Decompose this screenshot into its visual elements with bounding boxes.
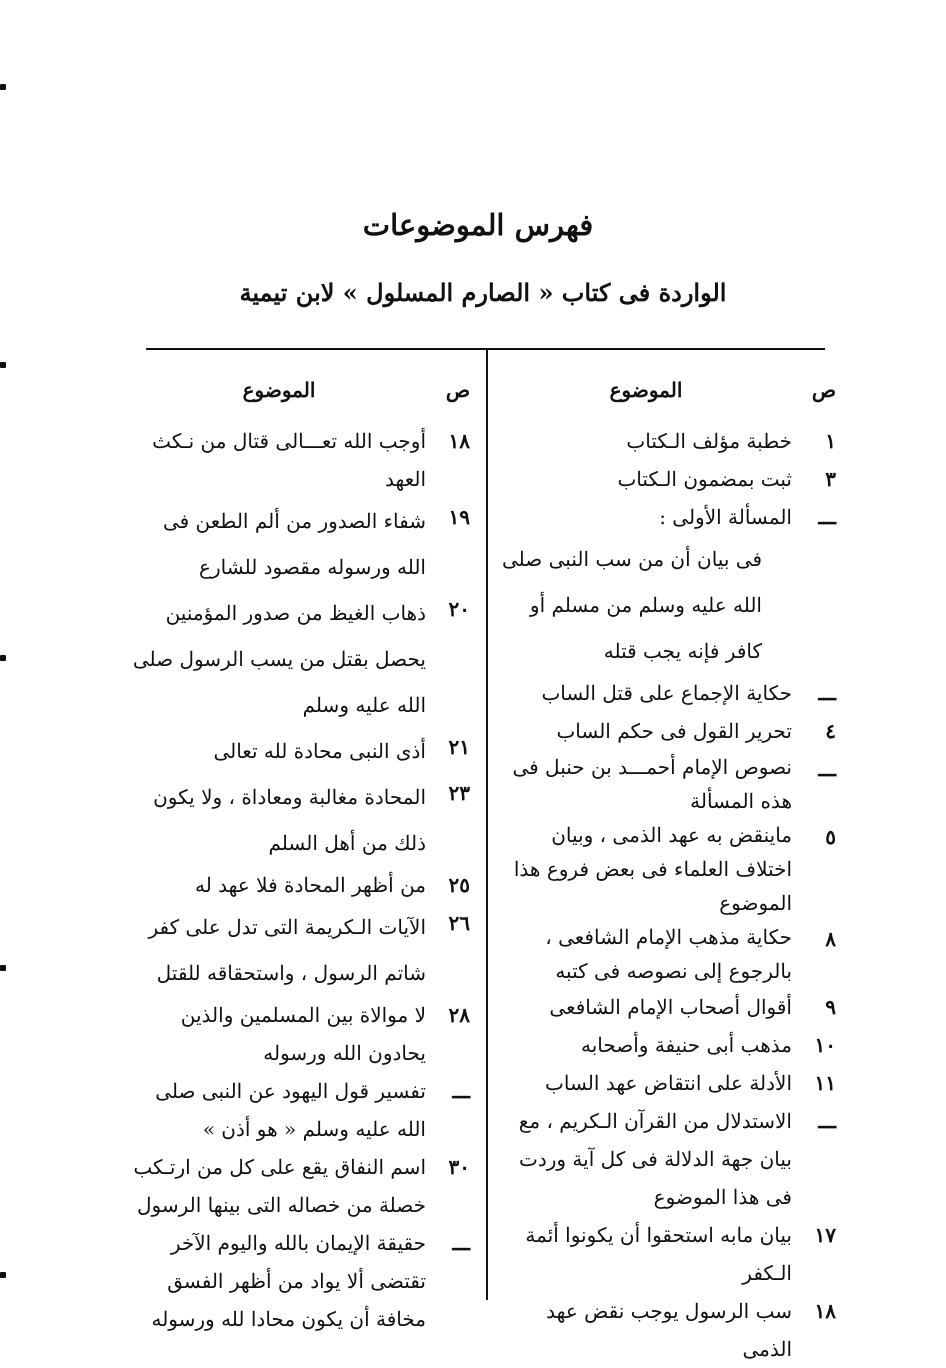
- entry-text: مذهب أبى حنيفة وأصحابه: [580, 1033, 792, 1057]
- index-entry: [500, 988, 836, 1026]
- entry-text: من أظهر المحادة فلا عهد له: [194, 873, 426, 897]
- entry-page: ٣٠: [448, 1155, 470, 1179]
- index-entry: [500, 1292, 836, 1368]
- entry-page: ـــ: [818, 681, 836, 705]
- entry-page: ١٧: [814, 1223, 836, 1247]
- entry-text: المسألة الأولى :: [659, 505, 792, 529]
- entry-page: ـــ: [818, 1109, 836, 1133]
- index-entry: [132, 422, 470, 498]
- entry-page: ٩: [825, 995, 836, 1019]
- entry-text: اسم النفاق يقع على كل من ارتـكب خصلة من خصاله التى بينها الرسول: [133, 1155, 426, 1217]
- index-entry: [500, 920, 836, 988]
- scan-margin-mark: [0, 362, 6, 368]
- entry-page: ٣: [825, 467, 836, 491]
- left-column-header: [132, 378, 470, 422]
- entry-page: ـــ: [818, 757, 836, 781]
- entry-page: ١٨: [448, 429, 470, 453]
- scan-margin-mark: [0, 84, 6, 90]
- entry-page: ٤: [825, 719, 836, 743]
- index-entry: [132, 866, 470, 904]
- entry-text: نصوص الإمام أحمـــد بن حنبل فى هذه المسألة: [512, 755, 792, 813]
- topic-column-label: الموضوع: [242, 378, 316, 402]
- entry-text: أوجب الله تعـــالى قتال من نـكث العهد: [152, 429, 426, 491]
- entry-page: ـــ: [452, 1231, 470, 1255]
- entry-page: ١: [825, 429, 836, 453]
- entry-text: حكاية مذهب الإمام الشافعى ، بالرجوع إلى نصوصه فى كتبه: [545, 925, 792, 983]
- entry-text: ماينقض به عهد الذمى ، وبيان اختلاف العلماء فى بعض فروع هذا الموضوع: [513, 823, 792, 915]
- entry-page: ١٠: [814, 1033, 836, 1057]
- topic-column-label: الموضوع: [609, 378, 683, 402]
- entry-text: الأدلة على انتقاض عهد الساب: [545, 1071, 792, 1095]
- entry-text: بيان مابه استحقوا أن يكونوا أئمة الـكفر: [525, 1223, 792, 1285]
- scan-margin-mark: [0, 655, 6, 661]
- index-entry: [500, 460, 836, 498]
- page-column-label: ص: [811, 378, 836, 402]
- entry-page: ٢٦: [448, 911, 470, 935]
- entry-text: الاستدلال من القرآن الـكريم ، مع بيان جهة الدلالة فى كل آية وردت فى هذا الموضوع: [518, 1109, 792, 1209]
- page-title: فهرس الموضوعات: [362, 208, 594, 242]
- index-entry: [132, 774, 470, 866]
- index-entry: [132, 1224, 470, 1338]
- index-entry: [500, 536, 836, 674]
- index-entry: [500, 1064, 836, 1102]
- left-column: [132, 378, 470, 1338]
- entry-text: لا موالاة بين المسلمين والذين يحادون الله ورسوله: [180, 1003, 426, 1065]
- index-entry: [500, 498, 836, 536]
- index-entry: [132, 728, 470, 774]
- index-entry: [500, 674, 836, 712]
- index-entry: [132, 590, 470, 728]
- page-subtitle: الواردة فى كتاب « الصارم المسلول » لابن تيمية: [239, 278, 727, 307]
- entry-page: ـــ: [818, 505, 836, 529]
- right-column-header: [500, 378, 836, 422]
- entry-text: سب الرسول يوجب نقض عهد الذمى: [546, 1299, 792, 1361]
- entry-page: ٢٠: [448, 597, 470, 621]
- page-column-label: ص: [445, 378, 470, 402]
- entry-page: ٢١: [448, 735, 470, 759]
- right-column: [500, 378, 836, 1368]
- scan-margin-mark: [0, 965, 6, 971]
- entry-text: خطبة مؤلف الـكتاب: [626, 429, 792, 453]
- index-entry: [132, 904, 470, 996]
- entry-text: تفسير قول اليهود عن النبى صلى الله عليه وسلم « هو أذن »: [155, 1079, 426, 1141]
- index-entry: [500, 422, 836, 460]
- index-entry: [500, 750, 836, 818]
- entry-text: أذى النبى محادة لله تعالى: [213, 739, 426, 763]
- entry-page: ٢٣: [448, 781, 470, 805]
- entry-page: ـــ: [452, 1079, 470, 1103]
- entry-page: ٨: [825, 927, 836, 951]
- index-entry: [500, 1102, 836, 1216]
- entry-text: حكاية الإجماع على قتل الساب: [541, 681, 792, 705]
- index-entry: [132, 498, 470, 590]
- entry-page: ١٨: [814, 1299, 836, 1323]
- entry-text: تحرير القول فى حكم الساب: [556, 719, 792, 743]
- index-entry: [500, 1216, 836, 1292]
- entry-page: ٢٥: [448, 873, 470, 897]
- index-entry: [132, 1148, 470, 1224]
- entry-text: حقيقة الإيمان بالله واليوم الآخر تقتضى ألا يواد من أظهر الفسق مخافة أن يكون محادا لله ورسوله: [151, 1231, 426, 1331]
- index-entry: [132, 996, 470, 1072]
- entry-text: ذهاب الغيظ من صدور المؤمنين يحصل بقتل من يسب الرسول صلى الله عليه وسلم: [132, 601, 426, 717]
- entry-text: أقوال أصحاب الإمام الشافعى: [549, 995, 792, 1019]
- index-entry: [132, 1072, 470, 1148]
- entry-page: ٥: [825, 825, 836, 849]
- entry-text: شفاء الصدور من ألم الطعن فى الله ورسوله مقصود للشارع: [162, 509, 426, 579]
- entry-page: ٢٨: [448, 1003, 470, 1027]
- index-entry: [500, 1026, 836, 1064]
- entry-text: الآيات الـكريمة التى تدل على كفر شاتم الرسول ، واستحقاقه للقتل: [148, 915, 426, 985]
- entry-text: المحادة مغالبة ومعاداة ، ولا يكون ذلك من أهل السلم: [153, 785, 426, 855]
- index-entry: [500, 818, 836, 920]
- scan-margin-mark: [0, 1272, 6, 1278]
- index-entry: [500, 712, 836, 750]
- column-divider: [486, 350, 488, 1300]
- entry-page: ١٩: [448, 505, 470, 529]
- entry-page: ١١: [814, 1071, 836, 1095]
- entry-text: ثبت بمضمون الـكتاب: [617, 467, 792, 491]
- entry-text: فى بيان أن من سب النبى صلى الله عليه وسلم من مسلم أو كافر فإنه يجب قتله: [502, 547, 762, 663]
